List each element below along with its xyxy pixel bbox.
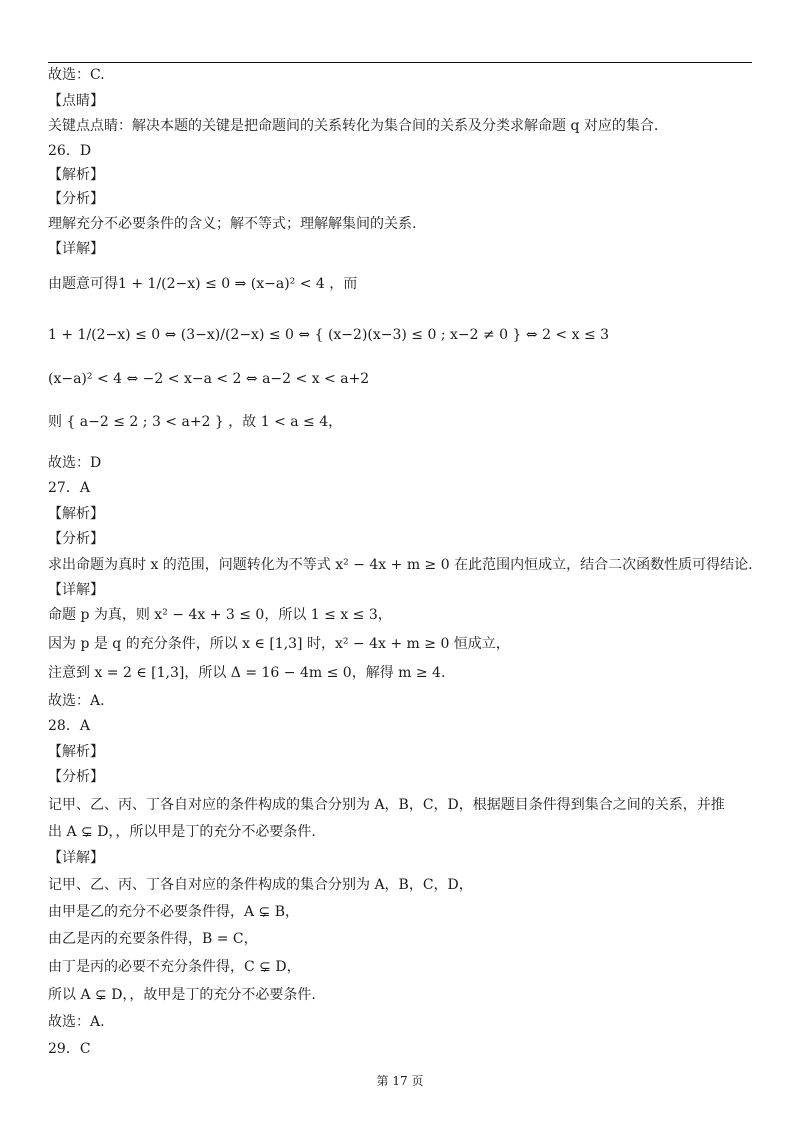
section-heading: 【解析】 <box>48 506 104 522</box>
section-heading: 【点睛】 <box>48 93 104 109</box>
section-heading: 【分析】 <box>48 191 104 207</box>
text-line: 故选：A. <box>48 1014 105 1030</box>
question-number: 26．D <box>48 143 92 159</box>
math-line: 由题意可得1 + 1/(2−x) ≤ 0 ⇒ (x−a)² < 4 ，而 <box>48 276 358 292</box>
header-rule <box>48 62 752 63</box>
text-line: 记甲、乙、丙、丁各自对应的条件构成的集合分别为 A，B，C，D，根据题目条件得到集合之间的关系，并推 <box>48 797 725 813</box>
math-line: 则 { a−2 ≤ 2 ; 3 < a+2 } ，故 1 < a ≤ 4， <box>48 414 343 430</box>
question-number: 28．A <box>48 718 90 734</box>
math-line: (x−a)² < 4 ⇔ −2 < x−a < 2 ⇔ a−2 < x < a+2 <box>48 371 370 387</box>
math-line: 命题 p 为真，则 x² − 4x + 3 ≤ 0，所以 1 ≤ x ≤ 3， <box>48 607 392 623</box>
text-line: 由丁是丙的必要不充分条件得，C ⊊ D， <box>48 959 301 975</box>
section-heading: 【解析】 <box>48 744 104 760</box>
question-number: 27．A <box>48 480 90 496</box>
text-line: 故选：A. <box>48 693 105 709</box>
text-line: 故选：D <box>48 455 102 471</box>
math-line: 1 + 1/(2−x) ≤ 0 ⇔ (3−x)/(2−x) ≤ 0 ⇔ { (x−2)(x−3) ≤ 0 ; x−2 ≠ 0 } ⇔ 2 < x ≤ 3 <box>48 327 610 343</box>
text-line: 出 A ⊊ D，，所以甲是丁的充分不必要条件. <box>48 824 316 840</box>
text-line: 记甲、乙、丙、丁各自对应的条件构成的集合分别为 A，B，C，D， <box>48 877 473 893</box>
text-line: 由乙是丙的充要条件得，B = C， <box>48 931 258 947</box>
page-number: 第 17 页 <box>376 1074 424 1088</box>
text-line: 理解充分不必要条件的含义；解不等式；理解解集间的关系. <box>48 216 417 232</box>
section-heading: 【分析】 <box>48 531 104 547</box>
question-number: 29．C <box>48 1041 91 1057</box>
math-line: 因为 p 是 q 的充分条件，所以 x ∈ [1,3] 时，x² − 4x + m ≥ 0 恒成立， <box>48 636 510 652</box>
text-line: 关键点点睛：解决本题的关键是把命题间的关系转化为集合间的关系及分类求解命题 q 对应的集合. <box>48 118 659 134</box>
section-heading: 【分析】 <box>48 769 104 785</box>
text-line: 故选：C. <box>48 67 105 83</box>
math-line: 注意到 x = 2 ∈ [1,3]，所以 Δ = 16 − 4m ≤ 0，解得 m ≥ 4. <box>48 665 446 681</box>
section-heading: 【详解】 <box>48 582 104 598</box>
text-line: 由甲是乙的充分不必要条件得，A ⊊ B， <box>48 904 300 920</box>
text-line: 所以 A ⊊ D，，故甲是丁的充分不必要条件. <box>48 987 316 1003</box>
section-heading: 【解析】 <box>48 167 104 183</box>
section-heading: 【详解】 <box>48 850 104 866</box>
text-line: 求出命题为真时 x 的范围，问题转化为不等式 x² − 4x + m ≥ 0 在此范围内恒成立，结合二次函数性质可得结论. <box>48 557 753 573</box>
section-heading: 【详解】 <box>48 241 104 257</box>
